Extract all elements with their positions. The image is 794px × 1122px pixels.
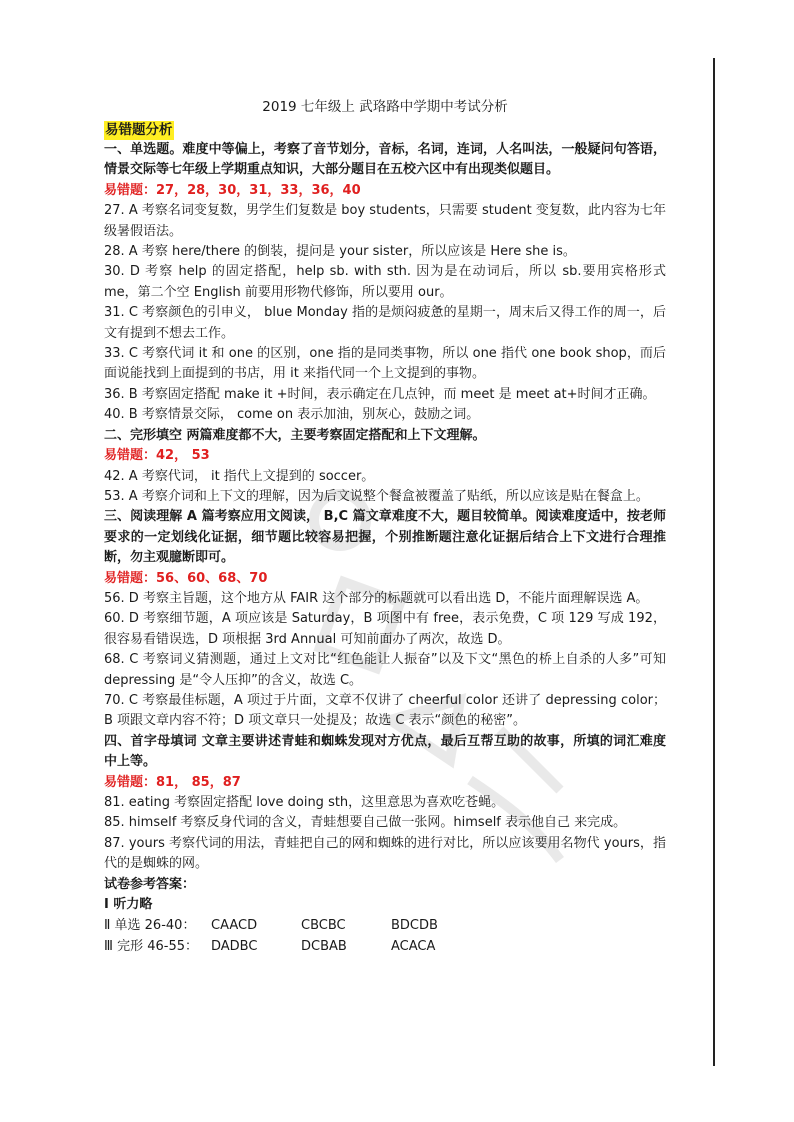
document-title: 2019 七年级上 武珞路中学期中考试分析 <box>262 99 508 115</box>
section-heading: 试卷参考答案： <box>104 876 196 892</box>
analysis-item: 87. yours 考察代词的用法，青蛙把自己的网和蜘蛛的进行对比，所以应该要用名物代 yours，指代的是蜘蛛的网。 <box>104 835 666 872</box>
section-heading: 三、阅读理解 A 篇考察应用文阅读， B,C 篇文章难度不大，题目较简单。阅读难度适中，按老师要求的一定划线化证据，细节题比较容易把握，个别推断题注意化证据后结合上下文进行合理推断，勿主观臆断即可。 <box>104 509 666 566</box>
answer-group: DADBC <box>211 939 258 955</box>
answer-row <box>104 915 666 936</box>
analysis-item: 42. A 考察代词， it 指代上文提到的 soccer。 <box>104 468 375 484</box>
document-content <box>104 96 666 957</box>
analysis-item: 30. D 考察 help 的固定搭配，help sb. with sth. 因为是在动词后，所以 sb.要用宾格形式 me，第二个空 English 前要用形物代修饰，所以要用 our。 <box>104 264 666 300</box>
answer-group: ACACA <box>391 939 436 955</box>
page-border-line <box>713 58 715 1066</box>
error-questions-line: 易错题：56、60、68、70 <box>104 570 268 586</box>
answer-group: CBCBC <box>301 918 346 934</box>
analysis-item: 36. B 考察固定搭配 make it +时间，表示确定在几点钟，而 meet 是 meet at+时间才正确。 <box>104 386 656 402</box>
analysis-item: 31. C 考察颜色的引申义， blue Monday 指的是烦闷疲惫的星期一，周末后又得工作的周一，后文有提到不想去工作。 <box>104 305 666 341</box>
answer-group: CAACD <box>211 918 258 934</box>
analysis-item: 60. D 考察细节题，A 项应该是 Saturday，B 项图中有 free，表示免费，C 项 129 写成 192，很容易看错误选，D 项根据 3rd Annual 可知前面办了两次，故选 D。 <box>104 611 666 647</box>
analysis-item: 68. C 考察词义猜测题，通过上文对比“红色能让人振奋”以及下文“黑色的桥上自杀的人多”可知 depressing 是“令人压抑”的含义，故选 C。 <box>104 652 666 688</box>
analysis-item: 85. himself 考察反身代词的含义，青蛙想要自己做一张网。himself 表示他自己 来完成。 <box>104 815 627 831</box>
error-questions-line: 易错题：81， 85，87 <box>104 774 241 790</box>
answer-group: DCBAB <box>301 939 347 955</box>
answer-label: Ⅲ 完形 46-55： <box>104 939 199 955</box>
analysis-item: 56. D 考察主旨题，这个地方从 FAIR 这个部分的标题就可以看出选 D，不能片面理解误选 A。 <box>104 590 649 606</box>
analysis-item: 27. A 考察名词变复数，男学生们复数是 boy students，只需要 student 变复数，此内容为七年级暑假语法。 <box>104 203 666 239</box>
analysis-item: 53. A 考察介词和上下文的理解，因为后文说整个餐盒被覆盖了贴纸，所以应该是贴在餐盒上。 <box>104 488 649 504</box>
highlighted-heading: 易错题分析 <box>105 122 173 138</box>
answer-label: Ⅱ 单选 26-40： <box>104 918 196 934</box>
analysis-item: 33. C 考察代词 it 和 one 的区别，one 指的是同类事物，所以 one 指代 one book shop，而后面说能找到上面提到的书店，用 it 来指代同一个上文提到的事物。 <box>104 346 666 382</box>
analysis-item: 70. C 考察最佳标题，A 项过于片面，文章不仅讲了 cheerful color 还讲了 depressing color；B 项跟文章内容不符；D 项文章只一处提及；故选 C 表示“颜色的秘密”。 <box>104 692 666 729</box>
analysis-paragraphs <box>104 140 666 915</box>
analysis-item: 81. eating 考察固定搭配 love doing sth，这里意思为喜欢吃苍蝇。 <box>104 795 505 810</box>
section-heading: 四、首字母填词 文章主要讲述青蛙和蜘蛛发现对方优点，最后互帮互助的故事，所填的词汇难度中上等。 <box>104 733 666 770</box>
answer-key <box>104 915 666 957</box>
answer-row <box>104 936 666 957</box>
answer-group: BDCDB <box>391 918 438 934</box>
section-heading: I 听力略 <box>104 897 153 913</box>
section-heading: 二、完形填空 两篇难度都不大，主要考察固定搭配和上下文理解。 <box>104 427 486 443</box>
section-heading: 一、单选题。难度中等偏上，考察了音节划分，音标，名词，连词，人名叫法，一般疑问句答语，情景交际等七年级上学期重点知识，大部分题目在五校六区中有出现类似题目。 <box>104 142 666 178</box>
error-questions-line: 易错题：27，28，30，31，33，36，40 <box>104 182 361 198</box>
analysis-item: 28. A 考察 here/there 的倒装，提问是 your sister，所以应该是 Here she is。 <box>104 244 576 260</box>
error-questions-line: 易错题：42， 53 <box>104 448 210 464</box>
analysis-item: 40. B 考察情景交际， come on 表示加油，别灰心，鼓励之词。 <box>104 407 480 423</box>
